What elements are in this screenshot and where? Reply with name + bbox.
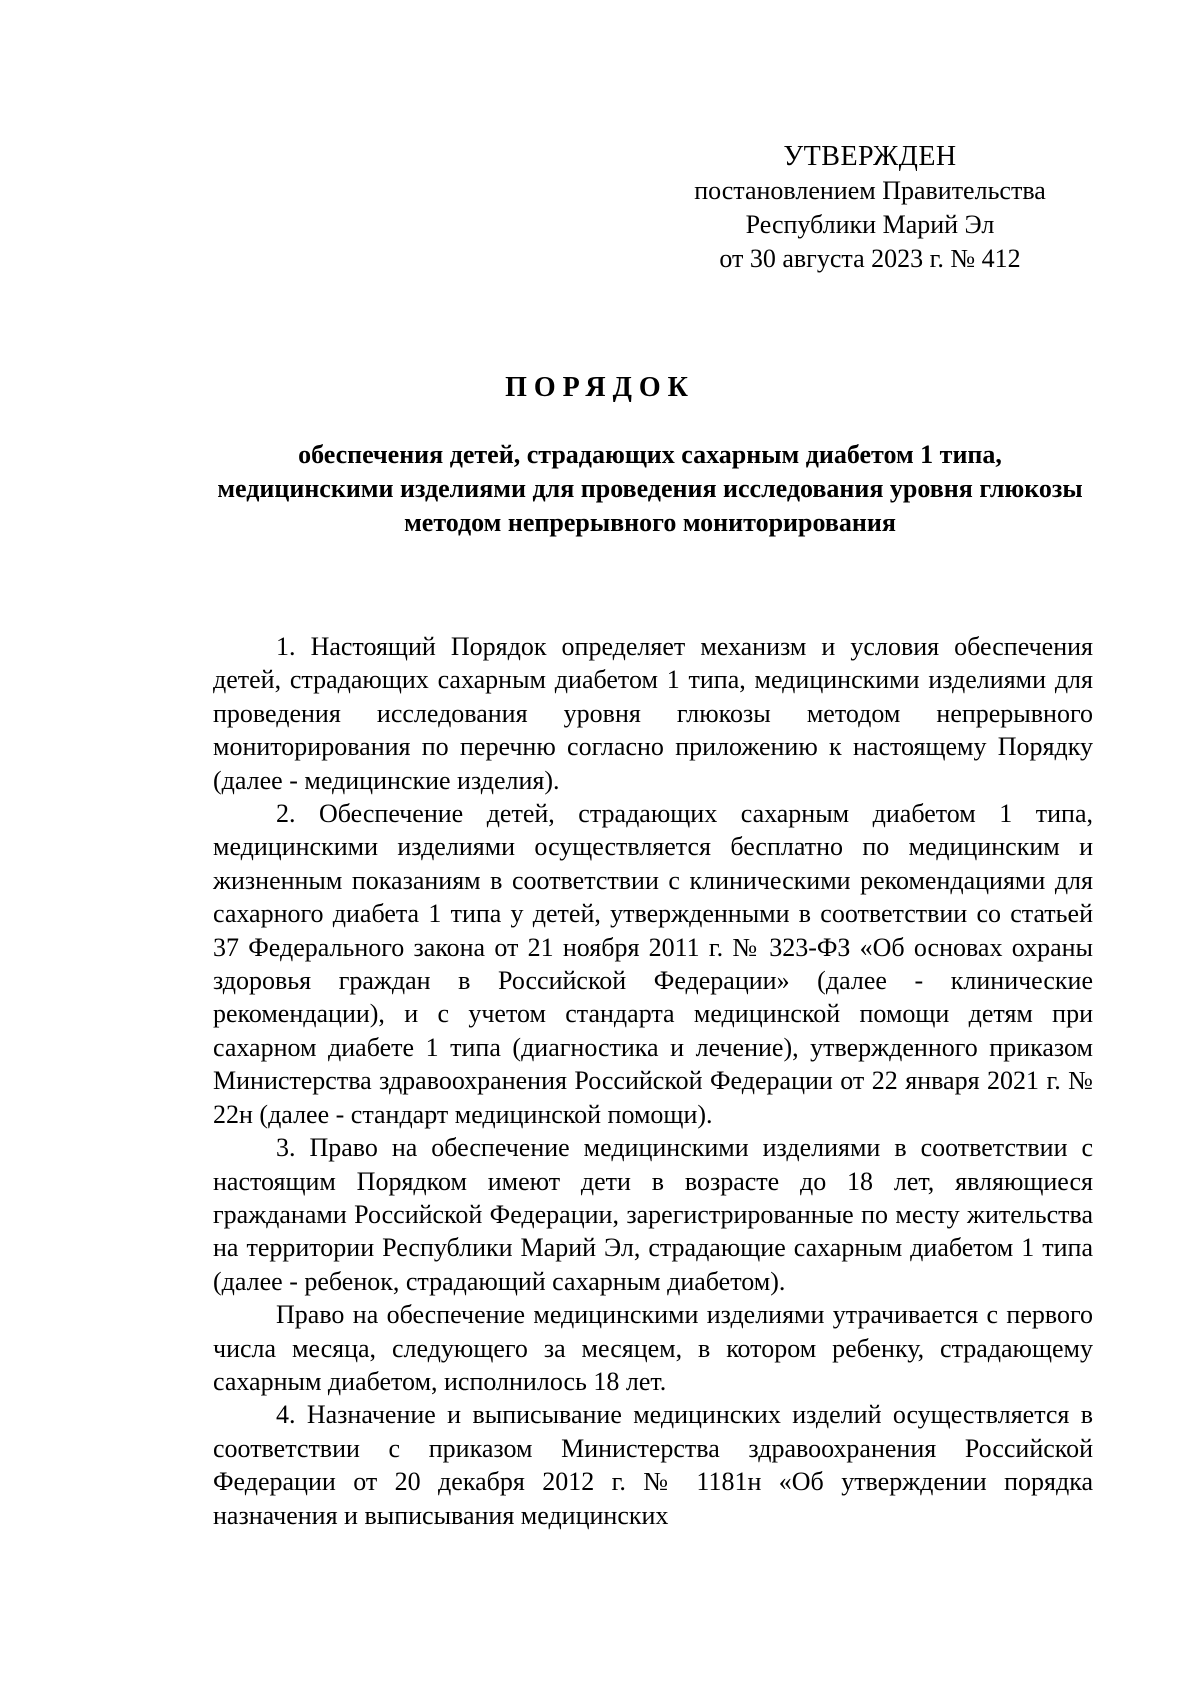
document-title: ПОРЯДОК	[505, 372, 695, 403]
paragraph-3-continued: Право на обеспечение медицинскими изделиями утрачивается с первого числа месяца, следующего за месяцем, в котором ребенку, страдающему сахарным диабетом, исполнилось 18 лет.	[213, 1300, 1093, 1396]
approval-resolution-line: постановлением Правительства	[694, 176, 1046, 205]
paragraph-4: 4. Назначение и выписывание медицинских изделий осуществляется в соответствии с приказом Министерства здравоохранения Российской Федерации от 20 декабря 2012 г. № 1181н «Об утверждении порядка назначения и выписывания медицинских	[213, 1400, 1093, 1530]
paragraph-2: 2. Обеспечение детей, страдающих сахарным диабетом 1 типа, медицинскими изделиями осуществляется бесплатно по медицинским и жизненным показаниям в соответствии с клиническими рекомендациями для сахарного диабета 1 типа у детей, утвержденными в соответствии со статьей 37 Федерального закона от 21 ноября 2011 г. № 323-ФЗ «Об основах охраны здоровья граждан в Российской Федерации» (далее - клинические рекомендации), и с учетом стандарта медицинской помощи детям при сахарном диабете 1 типа (диагностика и лечение), утвержденного приказом Министерства здравоохранения Российской Федерации от 22 января 2021 г. № 22н (далее - стандарт медицинской помощи).	[213, 799, 1093, 1129]
paragraph-3: 3. Право на обеспечение медицинскими изделиями в соответствии с настоящим Порядком имеют дети в возрасте до 18 лет, являющиеся гражданами Российской Федерации, зарегистрированные по месту жительства на территории Республики Марий Эл, страдающие сахарным диабетом 1 типа (далее - ребенок, страдающий сахарным диабетом).	[213, 1133, 1093, 1296]
approval-stamp	[650, 140, 1090, 276]
approval-heading: УТВЕРЖДЕН	[783, 141, 957, 172]
approval-date-number-line: от 30 августа 2023 г. № 412	[719, 244, 1021, 273]
document-subtitle: обеспечения детей, страдающих сахарным диабетом 1 типа, медицинскими изделиями для проведения исследования уровня глюкозы методом непрерывного мониторирования	[217, 440, 1083, 537]
paragraph-1: 1. Настоящий Порядок определяет механизм и условия обеспечения детей, страдающих сахарным диабетом 1 типа, медицинскими изделиями для проведения исследования уровня глюкозы методом непрерывного мониторирования по перечню согласно приложению к настоящему Порядку (далее - медицинские изделия).	[213, 632, 1093, 795]
approval-republic-line: Республики Марий Эл	[745, 210, 995, 239]
document-body	[213, 630, 1093, 1532]
